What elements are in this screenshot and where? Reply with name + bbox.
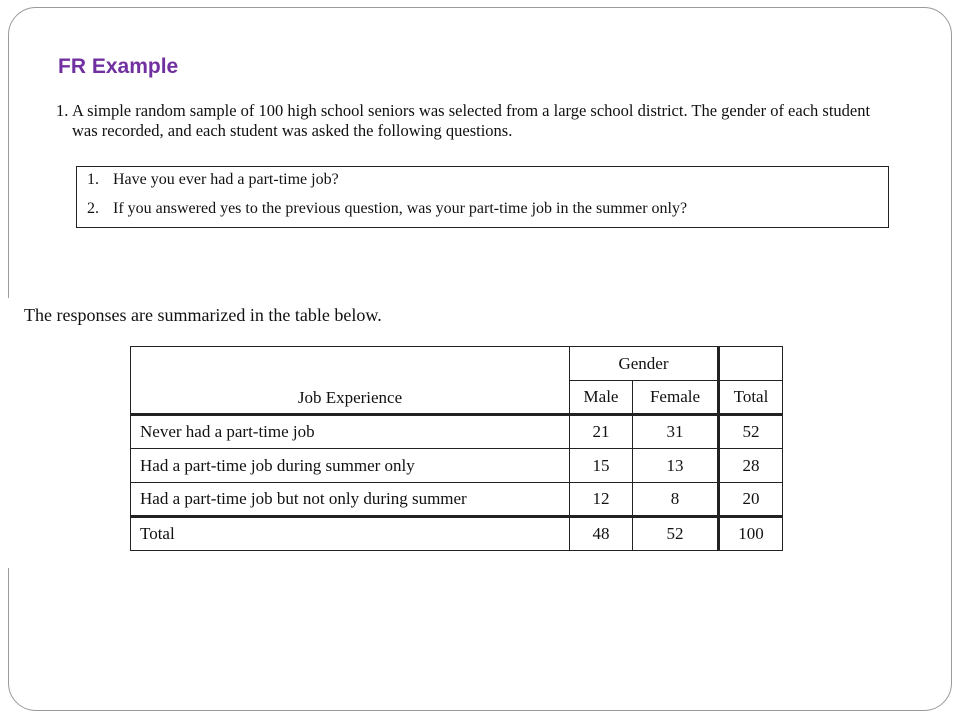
cell-value: 52 (719, 415, 783, 449)
cell-value: 31 (633, 415, 719, 449)
table-row (131, 415, 783, 449)
cell-value: 15 (570, 449, 633, 483)
row-header: Job Experience (131, 347, 570, 415)
slide-title: FR Example (58, 55, 179, 78)
survey-question-2 (87, 200, 687, 218)
cell-value: 13 (633, 449, 719, 483)
cell-value: 21 (570, 415, 633, 449)
frame-gap (0, 298, 20, 568)
cell-value: 8 (633, 483, 719, 517)
survey-questions-box (76, 166, 889, 228)
responses-table (130, 346, 783, 551)
question-paragraph (56, 101, 896, 141)
survey-question-number: 2. (87, 200, 99, 217)
summary-text: The responses are summarized in the table below. (24, 305, 382, 325)
row-label: Total (131, 517, 570, 551)
table-row-total (131, 517, 783, 551)
group-header: Gender (570, 347, 719, 381)
header-empty-cell (719, 347, 783, 381)
table-row (131, 449, 783, 483)
survey-question-number: 1. (87, 171, 99, 188)
column-header: Male (570, 381, 633, 415)
survey-question-text: If you answered yes to the previous question, was your part-time job in the summer only? (113, 200, 688, 217)
cell-value: 20 (719, 483, 783, 517)
table-header-row (131, 347, 783, 381)
row-label: Had a part-time job but not only during summer (131, 483, 570, 517)
row-label: Had a part-time job during summer only (131, 449, 570, 483)
cell-value: 100 (719, 517, 783, 551)
cell-value: 12 (570, 483, 633, 517)
survey-question-1 (87, 171, 339, 189)
cell-value: 48 (570, 517, 633, 551)
column-header: Total (719, 381, 783, 415)
column-header: Female (633, 381, 719, 415)
question-text: A simple random sample of 100 high school seniors was selected from a large school district. The gender of each student was recorded, and each student was asked the following questions. (72, 101, 871, 140)
cell-value: 28 (719, 449, 783, 483)
survey-question-text: Have you ever had a part-time job? (113, 171, 339, 188)
row-label: Never had a part-time job (131, 415, 570, 449)
cell-value: 52 (633, 517, 719, 551)
question-number: 1. (56, 101, 69, 120)
table-row (131, 483, 783, 517)
